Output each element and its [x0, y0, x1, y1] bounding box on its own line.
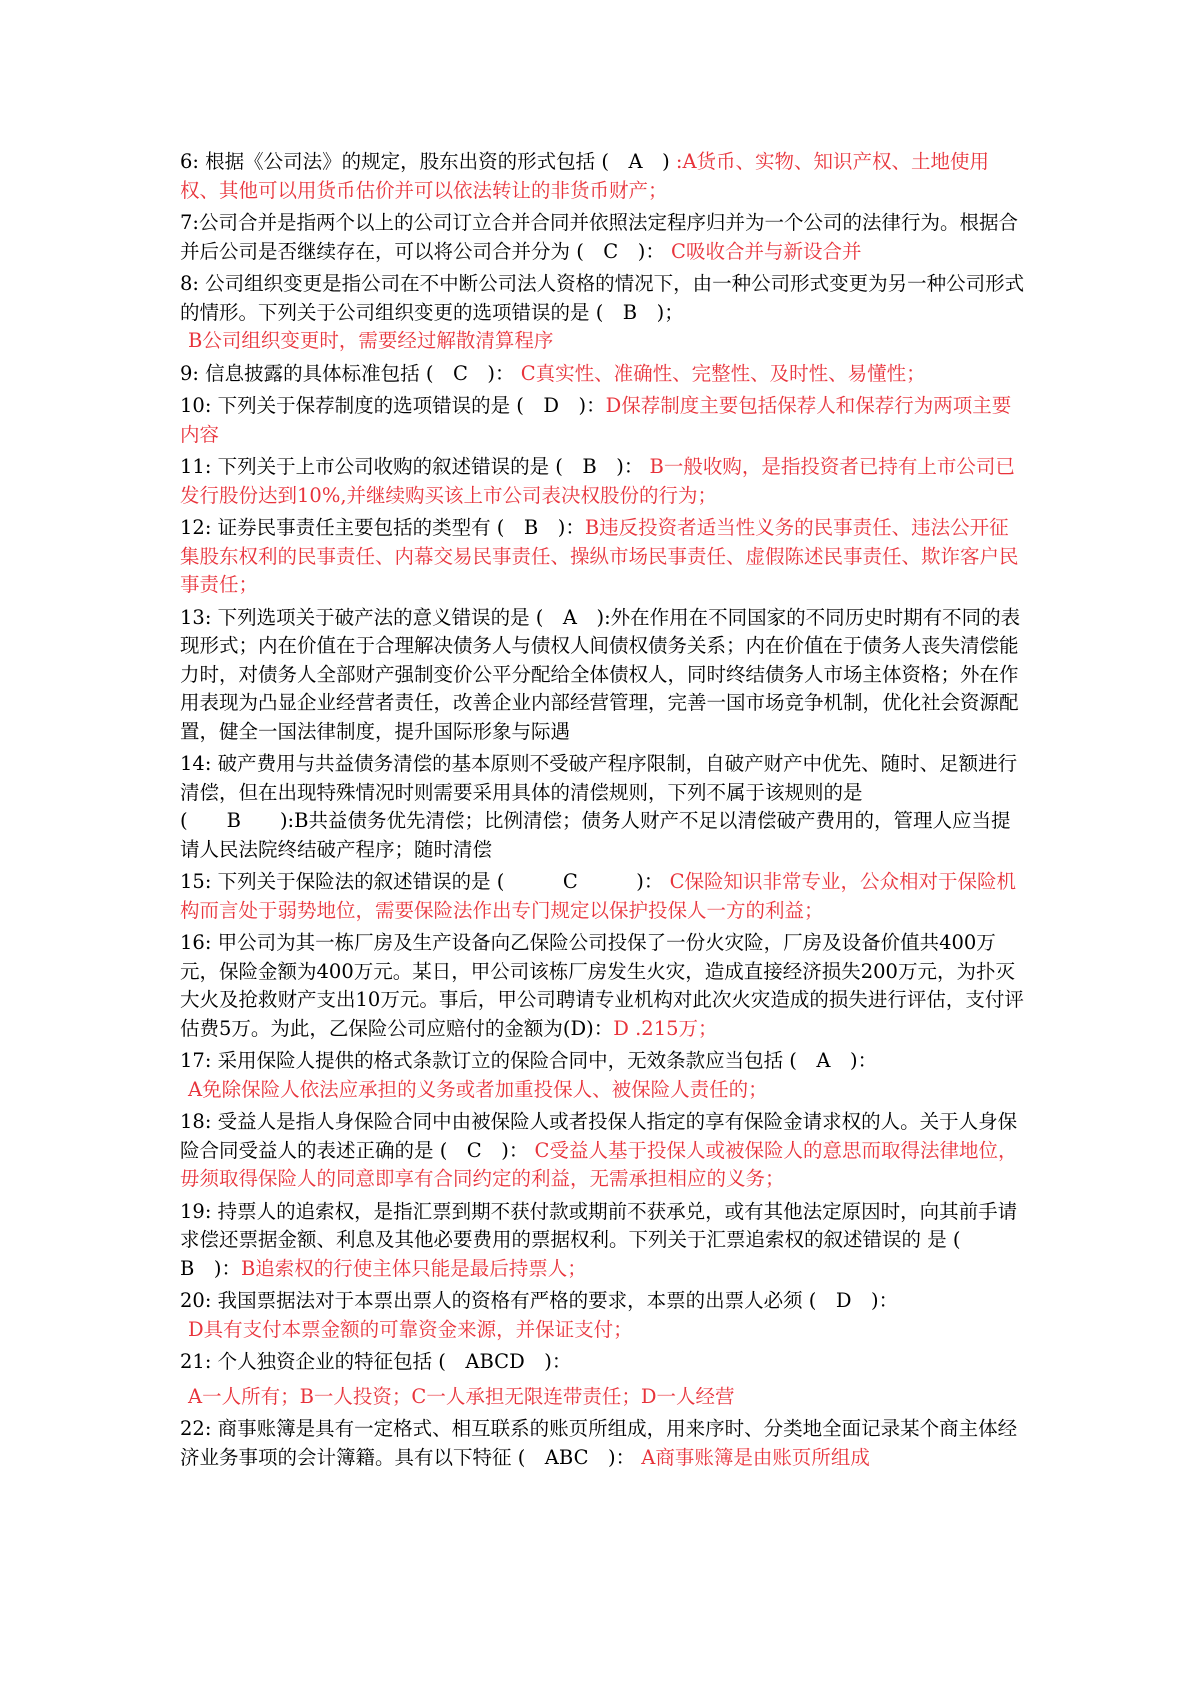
question-item — [180, 270, 1025, 356]
question-text: 9: 信息披露的具体标准包括 ( C )： — [180, 361, 515, 385]
question-text: 13: 下列选项关于破产法的意义错误的是 ( A ):外在作用在不同国家的不同历史时期有不同的表现形式；内在价值在于合理解决债务人与债权人间债权债务关系；内在价值在于债务人丧失清偿能力时，对债务人全部财产强制变价公平分配给全体债权人，同时终结债务人市场主体资格；外在作用表现为凸显企业经营者责任，改善企业内部经营管理，完善一国市场竞争机制，优化社会资源配置，健全一国法律制度，提升国际形象与际遇 — [180, 605, 1021, 743]
question-item — [180, 360, 1025, 389]
answer-line: A免除保险人依法应承担的义务或者加重投保人、被保险人责任的； — [188, 1077, 768, 1101]
answer-text: B一般收购，是指投资者已持有上市公司已发行股份达到10%,并继续购买该上市公司表决权股份的行为； — [180, 455, 1015, 507]
question-item — [180, 453, 1025, 510]
question-text: 17: 采用保险人提供的格式条款订立的保险合同中，无效条款应当包括 ( A )： — [180, 1049, 878, 1072]
question-text: 22: 商事账簿是具有一定格式、相互联系的账页所组成，用来序时、分类地全面记录某个商主体经济业务事项的会计簿籍。具有以下特征 ( ABC )： — [180, 1417, 1018, 1469]
answer-text: A商事账簿是由账页所组成 — [635, 1445, 870, 1469]
question-text: 19: 持票人的追索权，是指汇票到期不获付款或期前不获承兑，或有其他法定原因时，向其前手请求偿还票据金额、利息及其他必要费用的票据权利。下列关于汇票追索权的叙述错误的 是 ( B )： — [180, 1199, 1018, 1280]
question-text: 12: 证券民事责任主要包括的类型有 ( B )： — [180, 516, 585, 539]
answer-text: B违反投资者适当性义务的民事责任、违法公开征集股东权利的民事责任、内幕交易民事责任、操纵市场民事责任、虚假陈述民事责任、欺诈客户民事责任； — [180, 516, 1019, 596]
question-text: 21: 个人独资企业的特征包括 ( ABCD )： — [180, 1350, 572, 1373]
answer-line: A一人所有；B一人投资；C一人承担无限连带责任；D一人经营 — [188, 1384, 735, 1408]
question-item — [180, 750, 1025, 864]
question-item — [180, 1348, 1025, 1411]
answer-text: :A货币、实物、知识产权、土地使用权、其他可以用货币估价并可以依法转让的非货币财产； — [180, 150, 990, 202]
question-item — [180, 1047, 1025, 1104]
question-item — [180, 1287, 1025, 1344]
question-text: 14: 破产费用与共益债务清偿的基本原则不受破产程序限制，自破产财产中优先、随时、足额进行清偿，但在出现特殊情况时则需要采用具体的清偿规则，下列不属于该规则的是 — [180, 752, 1018, 804]
question-text: 10: 下列关于保荐制度的选项错误的是 ( D )： — [180, 394, 606, 417]
question-text: 20: 我国票据法对于本票出票人的资格有严格的要求，本票的出票人必须 ( D )： — [180, 1289, 899, 1312]
question-item — [180, 929, 1025, 1043]
question-text: 15: 下列关于保险法的叙述错误的是 ( C )： — [180, 870, 664, 893]
answer-text: C保险知识非常专业，公众相对于保险机构而言处于弱势地位，需要保险法作出专门规定以保护投保人一方的利益； — [180, 870, 1017, 922]
answer-text: C真实性、准确性、完整性、及时性、易懂性； — [514, 361, 926, 385]
answer-line: D具有支付本票金额的可靠资金来源，并保证支付； — [188, 1317, 633, 1341]
question-text-continued: ( B ):B共益债务优先清偿；比例清偿；债务人财产不足以清偿破产费用的，管理人应当提请人民法院终结破产程序；随时清偿 — [180, 809, 1011, 861]
question-item — [180, 514, 1025, 600]
question-text: 18: 受益人是指人身保险合同中由被保险人或者投保人指定的享有保险金请求权的人。关于人身保险合同受益人的表述正确的是 ( C )： — [180, 1110, 1018, 1162]
question-text: 11: 下列关于上市公司收购的叙述错误的是 ( B )： — [180, 455, 644, 478]
question-item — [180, 148, 1025, 205]
question-item — [180, 604, 1025, 747]
question-item — [180, 392, 1025, 449]
answer-line: B公司组织变更时，需要经过解散清算程序 — [188, 329, 554, 352]
answer-text: D .215万； — [613, 1016, 718, 1040]
answer-text: B追索权的行使主体只能是最后持票人； — [240, 1256, 587, 1280]
question-item — [180, 1198, 1025, 1284]
question-item — [180, 1415, 1025, 1472]
question-text: 7:公司合并是指两个以上的公司订立合并合同并依照法定程序归并为一个公司的法律行为。根据合并后公司是否继续存在，可以将公司合并分为 ( C )： — [180, 211, 1018, 263]
answer-text: C吸收合并与新设合并 — [664, 239, 862, 263]
question-item — [180, 868, 1025, 925]
question-item — [180, 1108, 1025, 1194]
question-text: 16: 甲公司为其一栋厂房及生产设备向乙保险公司投保了一份火灾险，厂房及设备价值共400万元，保险金额为400万元。某日，甲公司该栋厂房发生火灾，造成直接经济损失200万元，为扑灭大火及抢救财产支出10万元。事后，甲公司聘请专业机构对此次火灾造成的损失进行评估，支付评估费5万。为此，乙保险公司应赔付的金额为(D)： — [180, 931, 1024, 1040]
answer-text: D保荐制度主要包括保荐人和保荐行为两项主要内容 — [180, 394, 1012, 446]
question-item — [180, 209, 1025, 266]
document-page — [180, 148, 1025, 1476]
question-text: 8: 公司组织变更是指公司在不中断公司法人资格的情况下，由一种公司形式变更为另一种公司形式的情形。下列关于公司组织变更的选项错误的是 ( B )； — [180, 272, 1025, 324]
question-text: 6: 根据《公司法》的规定，股东出资的形式包括 ( A ) — [180, 150, 670, 173]
answer-text: C受益人基于投保人或被保险人的意思而取得法律地位，毋须取得保险人的同意即享有合同约定的利益，无需承担相应的义务； — [180, 1138, 1018, 1190]
